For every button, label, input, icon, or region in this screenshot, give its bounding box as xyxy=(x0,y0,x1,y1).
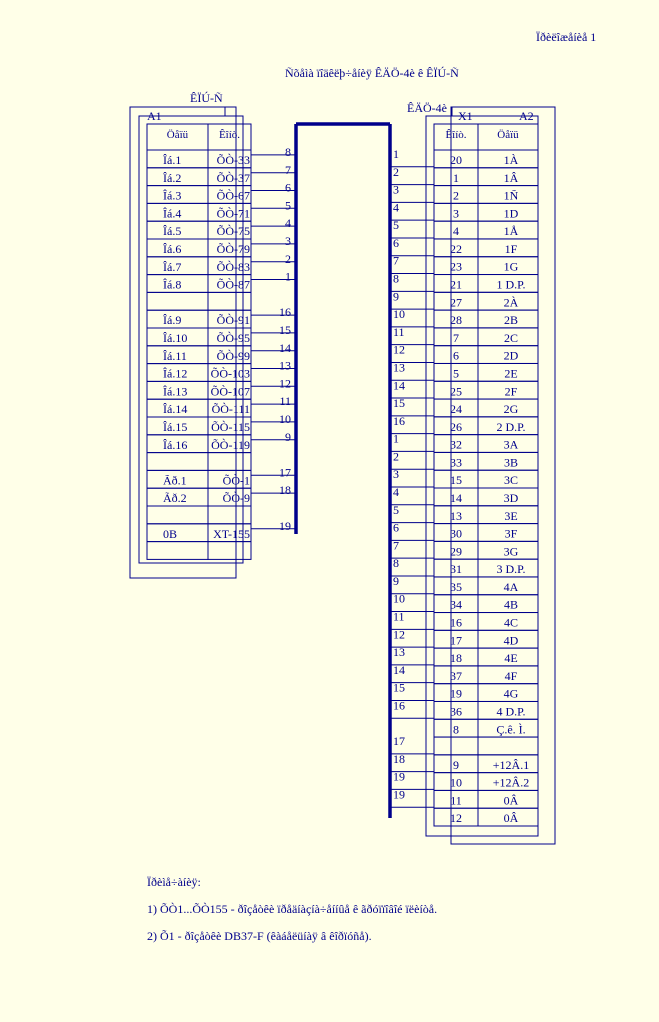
left-spacer-contact xyxy=(208,453,251,471)
right-signal-text: 0Â xyxy=(503,811,519,826)
right-wire-number: 16 xyxy=(393,413,405,428)
right-wire-number: 14 xyxy=(393,378,405,393)
left-wire-number: 1 xyxy=(285,269,291,284)
left-wire-number: 10 xyxy=(279,412,291,426)
left-contact-text: ÕÒ-37 xyxy=(216,170,250,185)
left-contact-text: ÕÒ-33 xyxy=(216,153,250,167)
right-wire-number: 2 xyxy=(393,164,399,179)
right-wire-number: 9 xyxy=(393,289,399,304)
right-contact-text: 37 xyxy=(450,668,462,683)
right-wire-number: 14 xyxy=(393,662,405,677)
right-signal-text: 3G xyxy=(503,544,519,559)
right-signal-text: 1Å xyxy=(503,224,519,239)
left-col-contact: Êîíò. xyxy=(218,129,241,141)
right-wire-number: 5 xyxy=(393,218,399,233)
right-contact-text: 10 xyxy=(450,775,462,790)
appendix-label: Ïðèëîæåíèå 1 xyxy=(536,30,597,44)
right-signal-text: 4 D.P. xyxy=(496,704,526,719)
right-contact-text: 28 xyxy=(450,313,462,328)
note-2: 2) Õ1 - ðîçåòêè DB37-F (êàáåëüíàÿ â êîðïóñå). xyxy=(147,929,372,943)
left-signal-text: Îá.7 xyxy=(163,259,182,274)
left-contact-text: ÕÒ-115 xyxy=(211,420,250,434)
left-contact-text: ÕÒ-67 xyxy=(216,188,250,203)
right-wire-number: 8 xyxy=(393,271,399,286)
left-wire-number: 8 xyxy=(285,145,291,159)
right-cell-contact xyxy=(434,737,478,755)
right-contact-text: 23 xyxy=(450,259,462,274)
left-spacer-signal xyxy=(147,453,208,471)
right-contact-text: 25 xyxy=(450,384,462,399)
right-signal-text: 1D xyxy=(503,206,519,221)
right-contact-text: 17 xyxy=(450,633,462,648)
left-wire-number: 19 xyxy=(279,518,291,533)
right-unit-label: ÊÄÖ-4è xyxy=(407,101,447,115)
right-wire-number: 2 xyxy=(393,449,399,464)
left-spacer-signal xyxy=(147,292,208,310)
right-wire-number: 6 xyxy=(393,520,399,535)
notes-heading: Ïðèìå÷àíèÿ: xyxy=(147,875,201,889)
right-signal-text: 4D xyxy=(503,633,519,648)
right-contact-text: 21 xyxy=(450,277,462,292)
left-wire-number: 6 xyxy=(285,180,291,195)
right-contact-text: 24 xyxy=(450,402,462,417)
right-signal-text: 2À xyxy=(503,295,519,310)
right-wire-number: 8 xyxy=(393,556,399,571)
right-signal-text: 2G xyxy=(503,402,519,417)
right-signal-text: 2 D.P. xyxy=(496,419,526,434)
right-wire-number: 10 xyxy=(393,307,405,322)
right-wire-number: 12 xyxy=(393,627,405,642)
left-contact-text: ÕÒ-99 xyxy=(216,348,250,363)
note-1: 1) ÕÒ1...ÕÒ155 - ðîçåòêè ïðåäíàçíà÷åííûå ê ãðóïïîâîé ïëèíòå. xyxy=(147,902,438,916)
left-contact-text: ÕÒ-79 xyxy=(216,242,250,256)
left-spacer-contact xyxy=(208,292,251,310)
left-contact-text: ÕÒ-83 xyxy=(216,259,250,274)
right-contact-text: 20 xyxy=(450,153,462,167)
right-contact-text: 1 xyxy=(453,170,459,185)
right-wire-number: 10 xyxy=(393,591,405,606)
right-contact-text: 6 xyxy=(453,348,459,363)
right-wire-number: 18 xyxy=(393,751,405,766)
right-contact-text: 2 xyxy=(453,188,459,203)
right-contact-text: 16 xyxy=(450,615,462,630)
right-signal-text: 4G xyxy=(503,686,519,701)
left-contact-text: ÕÒ-9 xyxy=(222,491,250,506)
left-contact-text: XT-155 xyxy=(213,526,250,541)
right-signal-text: 3A xyxy=(503,437,519,452)
left-empty-signal xyxy=(147,542,208,560)
right-contact-text: 8 xyxy=(453,722,459,737)
right-contact-text: 33 xyxy=(450,455,462,470)
right-wire-number: 13 xyxy=(393,645,405,660)
right-wire-number: 13 xyxy=(393,360,405,375)
right-contact-text: 35 xyxy=(450,579,462,594)
right-signal-text: 3 D.P. xyxy=(496,562,526,577)
left-cell-signal xyxy=(147,524,208,542)
left-signal-text: Îá.4 xyxy=(163,206,182,221)
right-cell-signal xyxy=(478,737,538,755)
left-signal-text: Îá.9 xyxy=(163,313,182,328)
left-signal-text: Îá.8 xyxy=(163,277,182,292)
right-ref-label: A2 xyxy=(519,109,534,123)
left-col-signal: Öåïü xyxy=(166,129,189,141)
right-contact-text: 32 xyxy=(450,437,462,452)
left-wire-number: 2 xyxy=(285,251,291,266)
right-contact-text: 30 xyxy=(450,526,462,541)
left-signal-text: Îá.14 xyxy=(163,402,188,417)
right-signal-text: 4F xyxy=(504,668,518,683)
right-signal-text: 2E xyxy=(504,366,518,381)
right-wire-number: 11 xyxy=(393,609,405,624)
right-wire-number: 6 xyxy=(393,235,399,250)
right-signal-text: 4E xyxy=(504,651,518,666)
right-wire-number: 7 xyxy=(393,538,399,553)
right-signal-text: 1G xyxy=(503,259,519,274)
left-signal-text: Îá.11 xyxy=(163,348,187,363)
right-wire-number: 3 xyxy=(393,182,399,197)
right-contact-text: 9 xyxy=(453,757,459,772)
left-signal-text: Îá.12 xyxy=(163,366,188,381)
right-col-contact: Êîíò. xyxy=(445,129,467,141)
left-signal-text: Îá.10 xyxy=(163,331,188,345)
right-wire-number: 19 xyxy=(393,787,405,802)
right-contact-text: 19 xyxy=(450,686,462,701)
right-signal-text: 3B xyxy=(503,455,519,470)
right-wire-number: 16 xyxy=(393,698,405,713)
left-contact-text: ÕÒ-91 xyxy=(216,313,250,328)
left-wire-number: 5 xyxy=(285,198,291,213)
right-contact-text: 22 xyxy=(450,241,462,256)
left-signal-text: 0B xyxy=(163,526,178,541)
right-wire-number: 11 xyxy=(393,324,405,339)
right-contact-text: 13 xyxy=(450,508,462,523)
left-wire-number: 12 xyxy=(279,376,291,391)
left-wire-number: 14 xyxy=(279,340,291,355)
left-wire-number: 4 xyxy=(285,216,291,231)
right-signal-text: 1 D.P. xyxy=(496,277,526,292)
right-signal-text: 1Â xyxy=(503,170,519,185)
left-signal-text: Îá.1 xyxy=(163,153,182,167)
right-signal-text: 4A xyxy=(503,579,519,594)
right-wire-number: 15 xyxy=(393,396,405,411)
right-signal-text: Ç.ê. Ì. xyxy=(496,722,526,737)
left-contact-text: ÕÒ-107 xyxy=(210,384,250,399)
left-signal-text: Îá.15 xyxy=(163,420,188,434)
left-unit-label: ÊÏÚ-Ñ xyxy=(190,91,223,105)
left-wire-number: 16 xyxy=(279,305,291,320)
left-contact-text: ÕÒ-111 xyxy=(211,402,250,417)
right-signal-text: 3F xyxy=(504,526,518,541)
right-contact-text: 4 xyxy=(453,224,459,239)
right-wire-number: 15 xyxy=(393,680,405,695)
right-wire-number: 17 xyxy=(393,734,405,749)
right-wire-number: 5 xyxy=(393,502,399,517)
left-contact-text: ÕÒ-95 xyxy=(216,331,250,345)
left-wire-number: 3 xyxy=(285,234,291,248)
left-spacer-signal xyxy=(147,506,208,524)
left-contact-text: ÕÒ-75 xyxy=(216,224,250,239)
right-signal-text: 3E xyxy=(504,508,518,523)
right-wire-number: 4 xyxy=(393,485,399,499)
left-wire-number: 13 xyxy=(279,358,291,373)
right-contact-text: 3 xyxy=(453,206,459,221)
right-wire-number: 4 xyxy=(393,200,399,215)
left-signal-text: Îá.5 xyxy=(163,224,182,239)
right-wire-number: 12 xyxy=(393,342,405,357)
right-contact-text: 31 xyxy=(450,562,462,577)
left-signal-text: Ãð.2 xyxy=(163,491,187,506)
right-signal-text: 1Ñ xyxy=(503,188,519,203)
right-signal-text: 1F xyxy=(504,241,518,256)
right-col-signal: Öåïü xyxy=(497,129,519,141)
right-contact-text: 26 xyxy=(450,419,462,434)
left-contact-text: ÕÒ-119 xyxy=(211,437,250,452)
right-signal-text: 1À xyxy=(503,153,519,167)
left-spacer-contact xyxy=(208,506,251,524)
left-signal-text: Îá.6 xyxy=(163,242,182,256)
left-ref-label: A1 xyxy=(147,109,162,123)
right-connector-label: X1 xyxy=(458,109,473,123)
right-contact-text: 18 xyxy=(450,651,462,666)
right-contact-text: 11 xyxy=(450,793,462,808)
left-contact-text: ÕÒ-71 xyxy=(216,206,250,221)
left-wire-number: 15 xyxy=(279,323,291,337)
left-signal-text: Ãð.1 xyxy=(163,473,187,488)
right-signal-text: 2D xyxy=(503,348,519,363)
right-contact-text: 27 xyxy=(450,295,462,310)
right-signal-text: 0Â xyxy=(503,793,519,808)
right-wire-number: 7 xyxy=(393,253,399,268)
right-signal-text: +12Â.1 xyxy=(492,757,530,772)
left-wire-number: 9 xyxy=(285,429,291,444)
right-signal-text: +12Â.2 xyxy=(492,775,530,790)
left-empty-contact xyxy=(208,542,251,560)
right-wire-number: 19 xyxy=(393,769,405,784)
right-contact-text: 14 xyxy=(450,491,462,505)
right-wire-number: 1 xyxy=(393,147,399,161)
right-signal-text: 2F xyxy=(504,384,518,399)
left-contact-text: ÕÒ-87 xyxy=(216,277,250,292)
left-wire-number: 7 xyxy=(285,162,291,177)
right-signal-text: 3D xyxy=(503,491,519,505)
right-contact-text: 15 xyxy=(450,473,462,488)
right-contact-text: 34 xyxy=(450,597,462,612)
left-signal-text: Îá.3 xyxy=(163,188,182,203)
right-wire-number: 3 xyxy=(393,467,399,482)
left-contact-text: ÕÒ-103 xyxy=(210,366,250,381)
left-signal-text: Îá.13 xyxy=(163,384,188,399)
right-contact-text: 36 xyxy=(450,704,462,719)
left-contact-text: ÕÒ-1 xyxy=(222,473,250,488)
diagram-title: Ñõåìà ïîäêëþ÷åíèÿ ÊÄÖ-4è ê ÊÏÚ-Ñ xyxy=(285,66,459,80)
right-signal-text: 2C xyxy=(503,330,519,345)
right-signal-text: 4B xyxy=(503,597,519,612)
right-contact-text: 29 xyxy=(450,544,462,559)
left-wire-number: 11 xyxy=(279,394,291,409)
right-contact-text: 12 xyxy=(450,811,462,826)
right-signal-text: 3C xyxy=(503,473,519,488)
right-contact-text: 7 xyxy=(453,330,459,345)
right-wire-number: 1 xyxy=(393,431,399,446)
right-contact-text: 5 xyxy=(453,366,459,381)
right-signal-text: 4C xyxy=(503,615,519,630)
right-wire-number: 9 xyxy=(393,573,399,588)
left-wire-number: 17 xyxy=(279,465,291,480)
left-signal-text: Îá.16 xyxy=(163,437,188,452)
left-wire-number: 18 xyxy=(279,483,291,498)
left-signal-text: Îá.2 xyxy=(163,170,182,185)
right-signal-text: 2B xyxy=(503,313,519,328)
